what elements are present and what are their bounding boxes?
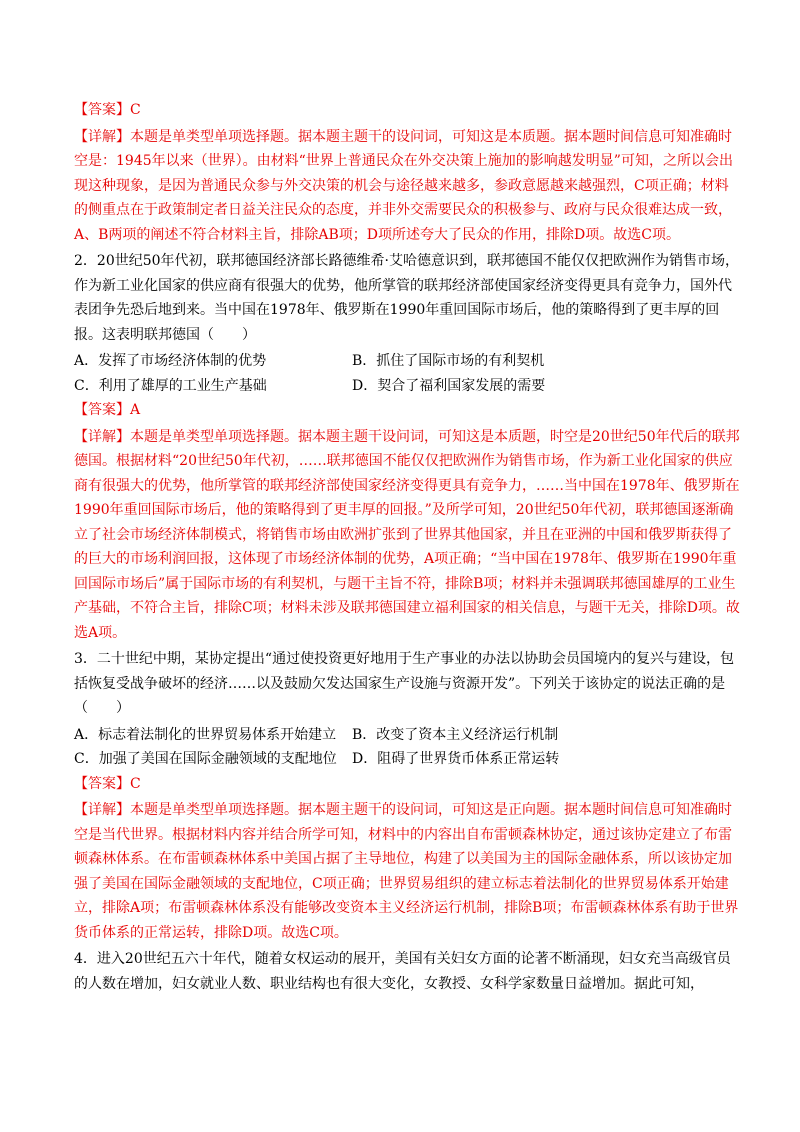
q3-option-c[interactable]: C．加强了美国在国际金融领域的支配地位 [74,751,337,767]
q2-options [74,349,740,398]
q1-explanation: 【详解】本题是单类型单项选择题。据本题主题干的设问词，可知这是本质题。据本题时间信息可知准确时空是：1945年以来（世界）。由材料“世界上普通民众在外交决策上施加的影响越发明显”可知，之所以会出现这种现象，是因为普通民众参与外交决策的机会与途径越来越多，参政意愿越来越强烈，C项正确；材料的侧重点在于政策制定者日益关注民众的态度，并非外交需要民众的积极参与、政府与民众很难达成一致，A、B两项的阐述不符合材料主旨，排除AB项；D项所述夸大了民众的作用，排除D项。故选C项。 [74,128,733,243]
q4-stem: 4．进入20世纪五六十年代，随着女权运动的展开，美国有关妇女方面的论著不断涌现，妇女充当高级官员的人数在增加，妇女就业人数、职业结构也有很大变化，女教授、女科学家数量日益增加。据此可知， [74,951,731,992]
q3-answer: 【答案】C [74,775,141,792]
q2-answer: 【答案】A [74,402,141,418]
q2-option-b[interactable]: B．抓住了国际市场的有利契机 [352,353,545,369]
q2-option-a[interactable]: A．发挥了市场经济体制的优势 [74,353,267,369]
q3-explanation: 【详解】本题是单类型单项选择题。据本题主题干的设问词，可知这是正向题。据本题时间信息可知准确时空是当代世界。根据材料内容并结合所学可知，材料中的内容出自布雷顿森林协定，通过该协定建立了布雷顿森林体系。在布雷顿森林体系中美国占据了主导地位，构建了以美国为主的国际金融体系，所以该协定加强了美国在国际金融领域的支配地位，C项正确；世界贸易组织的建立标志着法制化的世界贸易体系开始建立，排除A项；布雷顿森林体系没有能够改变资本主义经济运行机制，排除B项；布雷顿森林体系有助于世界货币体系的正常运转，排除D项。故选C项。 [74,802,739,941]
q2-option-d[interactable]: D．契合了福利国家发展的需要 [352,377,546,394]
q1-answer: 【答案】C [74,102,141,118]
q2-stem: 2．20世纪50年代初，联邦德国经济部长路德维希·艾哈德意识到，联邦德国不能仅仅把欧洲作为销售市场，作为新工业化国家的供应商有很强大的优势，他所掌管的联邦经济部使国家经济变得更具有竞争力，国外代表团争先恐后地到来。当中国在1978年、俄罗斯在1990年重回国际市场后，他的策略得到了更丰厚的回报。这表明联邦德国（ ） [74,253,739,343]
q3-stem: 3．二十世纪中期，某协定提出“通过使投资更好地用于生产事业的办法以协助会员国境内的复兴与建设，包括恢复受战争破坏的经济……以及鼓励欠发达国家生产设施与资源开发”。下列关于该协定的说法正确的是（ ） [74,651,735,716]
q3-option-b[interactable]: B．改变了资本主义经济运行机制 [352,726,559,743]
q3-option-a[interactable]: A．标志着法制化的世界贸易体系开始建立 [74,726,337,743]
q3-option-d[interactable]: D．阻碍了世界货币体系正常运转 [352,751,560,767]
q3-options [74,723,740,772]
q2-explanation: 【详解】本题是单类型单项选择题。据本题主题干设问词，可知这是本质题，时空是20世纪50年代后的联邦德国。根据材料“20世纪50年代初，……联邦德国不能仅仅把欧洲作为销售市场，作为新工业化国家的供应商有很强大的优势，他所掌管的联邦经济部使国家经济变得更具有竞争力，……当中国在1978年、俄罗斯在1990年重回国际市场后，他的策略得到了更丰厚的回报。”及所学可知，20世纪50年代初，联邦德国逐渐确立了社会市场经济体制模式，将销售市场由欧洲扩张到了世界其他国家，并且在亚洲的中国和俄罗斯获得了的巨大的市场利润回报，这体现了市场经济体制的优势，A项正确；“当中国在1978年、俄罗斯在1990年重回国际市场后”属于国际市场的有利契机，与题干主旨不符，排除B项；材料并未强调联邦德国雄厚的工业生产基础，不符合主旨，排除C项；材料未涉及联邦德国建立福利国家的相关信息，与题干无关，排除D项。故选A项。 [74,428,740,641]
q2-option-c[interactable]: C．利用了雄厚的工业生产基础 [74,377,267,394]
